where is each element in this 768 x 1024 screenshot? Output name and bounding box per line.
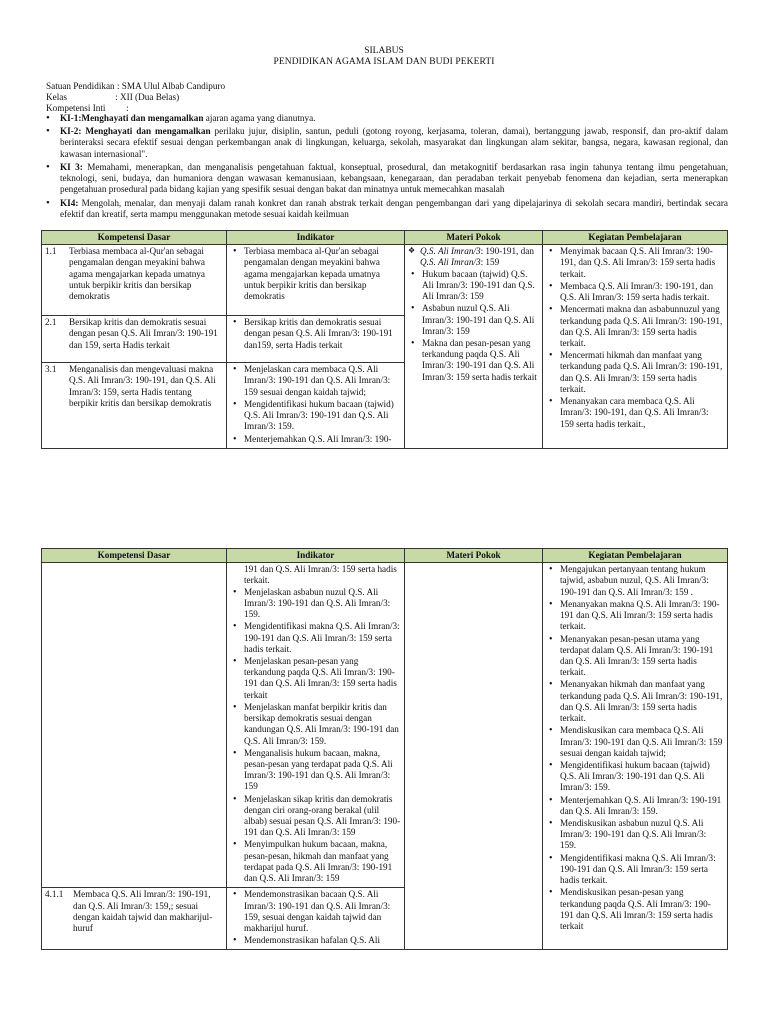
kd-cell	[42, 363, 227, 449]
list-item: • Makna dan pesan-pesan yang terkandung paqda Q.S. Ali Imran/3: 190-191 dan Q.S. Ali Imran/3: 159 serta hadis terkait	[408, 338, 539, 383]
indikator-continued: 191 dan Q.S. Ali Imran/3: 159 serta hadis terkait.	[244, 564, 397, 586]
ki-4-text: Mengolah, menalar, dan menyaji dalam ranah konkret dan ranah abstrak terkait dengan pengembangan dari yang dipelajarinya di sekolah secara mandiri, bertindak secara efektif dan kreatif, serta mampu menggunakan metode sesuai kaidah keilmuan	[60, 197, 728, 219]
list-item: • Menjelaskan manfat berpikir kritis dan bersikap demokratis sesuai dengan kandungan Q.S. Ali Imran/3: 190-191 dan Q.S. Ali Imran/3: 159.	[230, 702, 401, 747]
materi-heading-dan: dan	[520, 246, 534, 257]
ki-2-text: perilaku jujur, disiplin, santun, peduli (gotong royong, kerjasama, toleran, damai), bertanggung jawab, responsif, dan pro-aktif dalam berinteraksi secara efektif sesuai dengan perkembangan anak di lingkungan, keluarga, sekolah, masyarakat dan lingkungan alam sekitar, bangsa, negara, kawasan regional, dan kawasan internasional".	[60, 126, 728, 159]
list-item: • Menterjemahkan Q.S. Ali Imran/3: 190-	[230, 434, 401, 445]
list-item: • Mencermati hikmah dan manfaat yang terkandung pada Q.S. Ali Imran/3: 190-191, dan Q.S. Ali Imran/3: 159 serta hadis terkait.	[546, 350, 724, 395]
ki-3	[46, 162, 728, 196]
materi-cell	[405, 563, 543, 950]
satuan-pendidikan: Satuan Pendidikan : SMA Ulul Albab Candipuro	[46, 81, 226, 91]
materi-heading-verse: : 190-191,	[480, 246, 519, 257]
school-info	[46, 81, 726, 114]
list-item: • Mengidentifikasi hukum bacaan (tajwid) Q.S. Ali Imran/3: 190-191 dan Q.S. Ali Imran/3: 159.	[230, 399, 401, 433]
document-title: SILABUS	[364, 46, 404, 56]
materi-heading-verse2: : 159	[480, 257, 500, 268]
ki-3-label: KI 3:	[60, 161, 83, 172]
kd-cell	[42, 316, 227, 363]
materi-cell	[405, 245, 543, 449]
list-item: • Menanyakan pesan-pesan utama yang terdapat dalam Q.S. Ali Imran/3: 190-191 dan Q.S. Ali Imran/3: 159 serta hadis terkait.	[546, 634, 724, 679]
indikator-cell	[227, 316, 405, 363]
indikator-cell	[227, 563, 405, 888]
col-kompetensi-dasar: Kompetensi Dasar	[42, 231, 227, 245]
ki-1-label: KI-1:Menghayati dan mengamalkan	[60, 113, 204, 123]
kompetensi-inti-list	[46, 113, 728, 222]
ki-1	[46, 113, 728, 124]
list-item: • Menganalisis hukum bacaan, makna, pesan-pesan yang terdapat pada Q.S. Ali Imran/3: 190-191 dan Q.S. Ali Imran/3: 159	[230, 748, 401, 793]
list-item: • Menanyakan cara membaca Q.S. Ali Imran/3: 190-191, dan Q.S. Ali Imran/3: 159 serta hadis terkait.,	[546, 396, 724, 430]
col-indikator: Indikator	[227, 549, 405, 563]
kd-number: 3.1	[45, 364, 57, 375]
kd-number: 1.1	[45, 246, 57, 257]
ki-2-label: KI-2: Menghayati dan mengamalkan	[60, 126, 211, 137]
list-item: • Terbiasa membaca al-Qur'an sebagai pengamalan dengan meyakini bahwa agama mengajarkan kepada umatnya untuk berpikir kritis dan bersikap demokratis	[230, 246, 401, 302]
kd-text: Membaca Q.S. Ali Imran/3: 190-191, dan Q.S. Ali Imran/3: 159,; sesuai dengan kaidah tajwid dan makharijul-huruf	[73, 889, 213, 933]
list-item: • Mendemonstrasikan bacaan Q.S. Ali Imran/3: 190-191 dan Q.S. Ali Imran/3: 159, sesuai dengan kaidah tajwid dan makharijul huruf.	[230, 889, 401, 934]
list-item: • Mengidentifikasi hukum bacaan (tajwid) Q.S. Ali Imran/3: 190-191 dan Q.S. Ali Imran/3: 159.	[546, 760, 724, 794]
col-materi-pokok: Materi Pokok	[405, 231, 543, 245]
materi-heading-ref2: Q.S. Ali Imran/3	[420, 257, 481, 268]
col-kegiatan-pembelajaran: Kegiatan Pembelajaran	[543, 549, 728, 563]
list-item: • Asbabun nuzul Q.S. Ali Imran/3: 190-191 dan Q.S. Ali Imran/3: 159	[408, 303, 539, 337]
list-item: • Menjelaskan asbabun nuzul Q.S. Ali Imran/3: 190-191 dan Q.S. Ali Imran/3: 159.	[230, 587, 401, 621]
col-indikator: Indikator	[227, 231, 405, 245]
ki-2	[46, 126, 728, 160]
silabus-table-2	[41, 548, 728, 950]
indikator-cell	[227, 245, 405, 316]
list-item: • Menyimak bacaan Q.S. Ali Imran/3: 190-191, dan Q.S. Ali Imran/3: 159 serta hadis terkait.	[546, 246, 724, 280]
list-item: • Mendiskusikan cara membaca Q.S. Ali Imran/3: 190-191 dan Q.S. Ali Imran/3: 159 sesuai dengan kaidah tajwid;	[546, 725, 724, 759]
kd-cell	[42, 888, 227, 950]
kegiatan-cell	[543, 245, 728, 449]
table-header	[42, 549, 728, 563]
kelas: Kelas : XII (Dua Belas)	[46, 92, 180, 102]
table-row	[42, 563, 728, 888]
ki-1-text: ajaran agama yang dianutnya.	[203, 113, 316, 123]
materi-heading	[408, 246, 539, 268]
document-subtitle: PENDIDIKAN AGAMA ISLAM DAN BUDI PEKERTI	[273, 57, 495, 67]
list-item: • Mengajukan pertanyaan tentang hukum tajwid, asbabun nuzul, Q.S. Ali Imran/3: 190-191 dan Q.S. Ali Imran/3: 159 .	[546, 564, 724, 598]
ki-4-label: KI4:	[60, 197, 79, 208]
list-item: • Mendiskusikan pesan-pesan yang terkandung paqda Q.S. Ali Imran/3: 190-191 dan Q.S. Ali Imran/3: 159 serta hadis terkait	[546, 887, 724, 932]
kd-cell	[42, 245, 227, 316]
list-item: • Menterjemahkan Q.S. Ali Imran/3: 190-191 dan Q.S. Ali Imran/3: 159.	[546, 795, 724, 817]
indikator-cell	[227, 363, 405, 449]
list-item: • Menanyakan hikmah dan manfaat yang terkandung pada Q.S. Ali Imran/3: 190-191, dan Q.S. Ali Imran/3: 159 serta hadis terkait.	[546, 679, 724, 724]
kegiatan-cell	[543, 563, 728, 950]
list-item: • Mencermati makna dan asbabunnuzul yang terkandung pada Q.S. Ali Imran/3: 190-191, dan Q.S. Ali Imran/3: 159 serta hadis terkait.	[546, 304, 724, 349]
list-item: • Menjelaskan sikap kritis dan demokratis dengan ciri orang-orang berakal (ulil albab) sesuai pesan Q.S. Ali Imran/3: 190-191 dan Q.S. Ali Imran/3: 159	[230, 794, 401, 839]
list-item: • Mendemonstrasikan hafalan Q.S. Ali	[230, 935, 401, 946]
indikator-cell	[227, 888, 405, 950]
list-item: • Mendiskusikan asbabun nuzul Q.S. Ali Imran/3: 190-191 dan Q.S. Ali Imran/3: 159.	[546, 818, 724, 852]
materi-heading-ref: Q.S. Ali Imran/3	[420, 246, 481, 257]
list-item: • Menjelaskan pesan-pesan yang terkandung paqda Q.S. Ali Imran/3: 190-191 dan Q.S. Ali Imran/3: 159 serta hadis terkait	[230, 656, 401, 701]
table-header	[42, 231, 728, 245]
list-item: • Mengidentifikasi makna Q.S. Ali Imran/3: 190-191 dan Q.S. Ali Imran/3: 159 serta hadis terkait.	[546, 853, 724, 887]
kompetensi-inti-label: Kompetensi Inti :	[46, 103, 129, 113]
list-item: • Menanyakan makna Q.S. Ali Imran/3: 190-191 dan Q.S. Ali Imran/3: 159 serta hadis terkait.	[546, 599, 724, 633]
col-kompetensi-dasar: Kompetensi Dasar	[42, 549, 227, 563]
list-item: • Mengidentifikasi makna Q.S. Ali Imran/3: 190-191 dan Q.S. Ali Imran/3: 159 serta hadis terkait.	[230, 621, 401, 655]
kd-number: 4.1.1	[45, 889, 64, 900]
ki-4	[46, 198, 728, 220]
list-item: • Membaca Q.S. Ali Imran/3: 190-191, dan Q.S. Ali Imran/3: 159 serta hadis terkait.	[546, 281, 724, 303]
kd-text: Terbiasa membaca al-Qur'an sebagai pengamalan dengan meyakini bahwa agama mengajarkan kepada umatnya untuk berpikir kritis dan bersikap demokratis	[69, 246, 205, 302]
col-kegiatan-pembelajaran: Kegiatan Pembelajaran	[543, 231, 728, 245]
table-row	[42, 245, 728, 316]
list-item: • Menjelaskan cara membaca Q.S. Ali Imran/3: 190-191 dan Q.S. Ali Imran/3: 159 sesuai dengan kaidah tajwid;	[230, 364, 401, 398]
ki-3-text: Memahami, menerapkan, dan menganalisis pengetahuan faktual, konseptual, prosedural, dan metakognitif berdasarkan rasa ingin tahunya tentang ilmu pengetahuan, teknologi, seni, budaya, dan humaniora dengan wawasan kemanusiaan, kebangsaan, kenegaraan, dan peradaban terkait penyebab fenomena dan kejadian, serta menerapkan pengetahuan prosedural pada bidang kajian yang spesifik sesuai dengan bakat dan minatnya untuk memecahkan masalah	[60, 161, 729, 195]
col-materi-pokok: Materi Pokok	[405, 549, 543, 563]
silabus-table-1	[41, 230, 728, 449]
kd-text: Menganalisis dan mengevaluasi makna Q.S. Ali Imran/3: 190-191, dan Q.S. Ali Imran/3: 159, serta Hadis tentang berpikir kritis dan bersikap demokratis	[69, 364, 216, 408]
list-item: • Bersikap kritis dan demokratis sesuai dengan pesan Q.S. Ali Imran/3: 190-191 dan159, serta Hadis terkait	[230, 317, 401, 351]
kd-number: 2.1	[45, 317, 57, 328]
list-item: • Hukum bacaan (tajwid) Q.S. Ali Imran/3: 190-191 dan Q.S. Ali Imran/3: 159	[408, 269, 539, 303]
kd-text: Bersikap kritis dan demokratis sesuai dengan pesan Q.S. Ali Imran/3: 190-191 dan 159, serta Hadis terkait	[69, 317, 218, 350]
list-item: • Menyimpulkan hukum bacaan, makna, pesan-pesan, hikmah dan manfaat yang terdapat pada Q.S. Ali Imran/3: 190-191 dan Q.S. Ali Imran/3: 159	[230, 839, 401, 884]
kd-cell	[42, 563, 227, 888]
